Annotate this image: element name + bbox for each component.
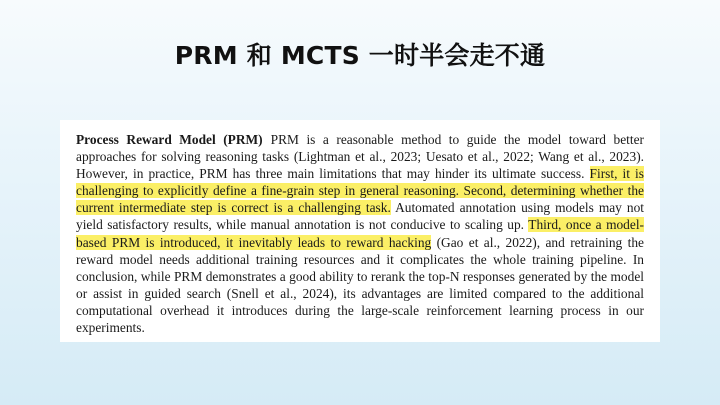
- highlighted-segment: First, it is challenging to explicitly define a fine-grain step in general reasoning. Second, determining whether the current intermediate step is correct is a challenging task.: [76, 166, 644, 216]
- text-segment: PRM is a reasonable method to guide the model toward better approaches for solving reasoning tasks (Lightman et al., 2023; Uesato et al., 2022; Wang et al., 2023). However, in practice, PRM has three main limitations that may hinder its ultimate success.: [76, 132, 644, 182]
- highlighted-segment: Third, once a model-based PRM is introduced, it inevitably leads to reward hacking: [76, 217, 644, 250]
- paper-excerpt: [60, 120, 660, 342]
- excerpt-paragraph: [76, 131, 644, 336]
- text-segment: (Gao et al., 2022), and retraining the reward model needs additional training resources and it complicates the whole training pipeline. In conclusion, while PRM demonstrates a good ability to rerank the top-N responses generated by the model or assist in guided search (Snell et al., 2024), its advantages are limited compared to the additional computational overhead it introduces during the large-scale reinforcement learning process in our experiments.: [76, 234, 644, 336]
- paragraph-heading: Process Reward Model (PRM): [76, 132, 263, 147]
- text-segment: Automated annotation using models may not yield satisfactory results, while manual annotation is not conducive to scaling up.: [76, 200, 644, 233]
- slide-title: PRM 和 MCTS 一时半会走不通: [174, 41, 546, 70]
